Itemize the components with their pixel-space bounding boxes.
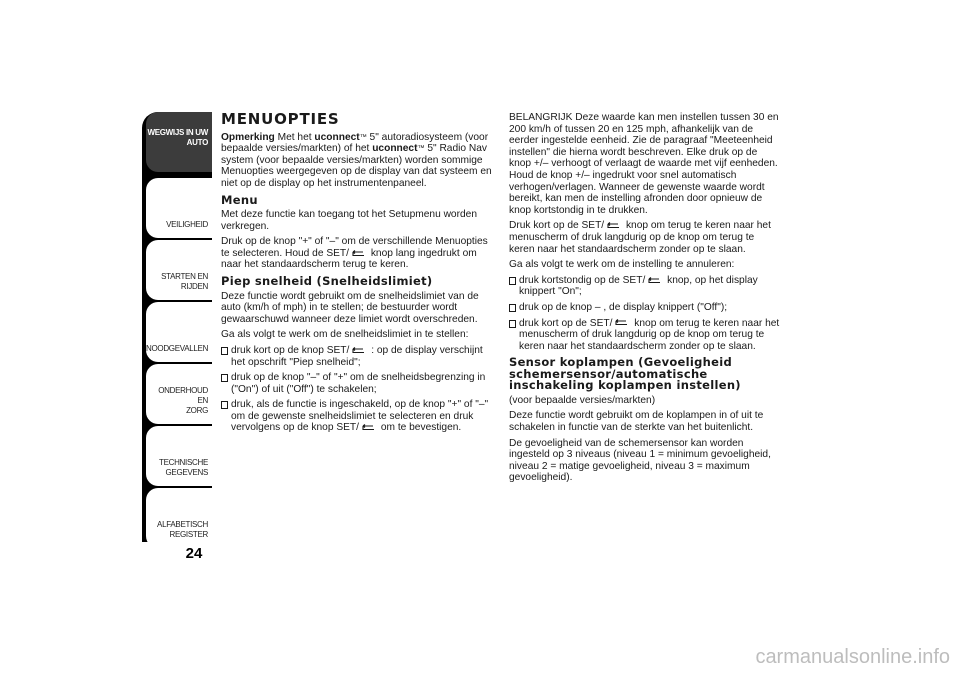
return-arrow-icon <box>361 424 376 431</box>
sidebar-tab-4[interactable] <box>146 364 212 424</box>
sidebar-tab-5[interactable] <box>146 426 212 486</box>
list-item <box>221 399 493 434</box>
opmerking-label: Opmerking <box>221 131 275 143</box>
sensor-paragraph-1: Deze functie wordt gebruikt om de koplampen in of uit te schakelen in functie van de sterkte van het buitenlicht. <box>509 410 764 433</box>
sidebar-tab-1[interactable] <box>146 178 212 238</box>
menu-paragraph-1: Met deze functie kan toegang tot het Setupmenu worden verkregen. <box>221 209 477 232</box>
return-arrow-icon <box>606 222 621 229</box>
menu-p2-text-b: knop lang ingedrukt om naar het standaardscherm terug te keren. <box>221 247 477 271</box>
sidebar-tab-3[interactable] <box>146 302 212 362</box>
sidebar-tab-label: TECHNISCHE GEGEVENS <box>158 458 208 477</box>
page-number: 24 <box>185 545 203 562</box>
checkbox-bullet-icon <box>221 374 228 382</box>
watermark: carmanualsonline.info <box>755 646 950 668</box>
menu-heading: Menu <box>221 192 258 207</box>
sidebar-tab-label: ALFABETISCH REGISTER <box>157 520 208 539</box>
right-paragraph-3: Ga als volgt te werk om de instelling te annuleren: <box>509 259 735 271</box>
sidebar-tab-label: STARTEN EN RIJDEN <box>161 272 208 291</box>
return-arrow-icon <box>351 250 366 257</box>
intro-text-2: 5" autoradiosysteem (voor bepaalde versies/markten) of het <box>221 131 489 155</box>
belangrijk-paragraph: BELANGRIJK Deze waarde kan men instellen tussen 30 en 200 km/h of tussen 20 en 125 mph, afhankelijk van de eerder ingestelde eenheid. Zie de paragraaf "Meeteenheid instellen" die hierna wordt beschreven. Elke druk op de knop +/– verhoogt of verlaagt de waarde met vijf eenheden. Houd de knop +/– ingedrukt voor snel automatisch verhogen/verlagen. Wanneer de gewenste waarde wordt bereikt, kan men de instelling afronden door opnieuw de knop kortstondig in te drukken. <box>509 112 779 216</box>
list-item-text-b: knop, op het display knippert "On"; <box>519 274 758 298</box>
list-item-text-a: druk op de knop – , de display knippert ("Off"); <box>519 301 728 313</box>
brand-name-2: uconnect <box>372 143 418 155</box>
list-item-text-a: druk, als de functie is ingeschakeld, op de knop "+" of "–" om de gewenste snelheidslimiet te selecteren en druk vervolgens op de knop SET/ <box>231 399 489 434</box>
list-item-text-a: druk op de knop "–" of "+" om de snelheidsbegrenzing in ("On") of uit ("Off") te schakelen; <box>231 372 486 395</box>
piep-paragraph-1: Deze functie wordt gebruikt om de snelheidslimiet van de auto (km/h of mph) in te stellen; de bestuurder wordt gewaarschuwd wanneer deze limiet wordt overschreden. <box>221 290 479 325</box>
right-p2-text-b: knop om terug te keren naar het menuscherm of druk langdurig op de knop om terug te keren naar het standaardscherm zonder op te slaan. <box>509 220 771 255</box>
list-item-text-b: knop om terug te keren naar het menuscherm of druk langdurig op de knop om terug te keren naar het standaardscherm zonder op te slaan. <box>519 317 780 352</box>
brand-name: uconnect <box>314 131 360 143</box>
sensor-subtitle: (voor bepaalde versies/markten) <box>509 394 656 406</box>
return-arrow-icon <box>647 277 662 284</box>
trademark-symbol: ™ <box>359 133 367 141</box>
intro-text-1: Met het <box>274 131 315 143</box>
sidebar-tab-label: VEILIGHEID <box>166 220 208 229</box>
checkbox-bullet-icon <box>509 277 516 285</box>
sidebar-tab-label: NOODGEVALLEN <box>146 344 209 353</box>
sensor-heading: Sensor koplampen (Gevoeligheid schemersensor/automatische inschakeling koplampen instellen) <box>509 355 741 393</box>
sidebar-tab-6[interactable] <box>146 488 212 542</box>
left-column <box>221 112 493 438</box>
list-item-text-a: druk kortstondig op de SET/ <box>519 274 646 286</box>
sidebar-tab-0[interactable] <box>146 112 212 172</box>
sidebar-tab-2[interactable] <box>146 240 212 300</box>
right-p2-text-a: Druk kort op de SET/ <box>509 220 605 232</box>
list-item <box>509 275 781 298</box>
checkbox-bullet-icon <box>221 347 228 355</box>
return-arrow-icon <box>614 319 629 326</box>
checkbox-bullet-icon <box>221 401 228 409</box>
trademark-symbol-2: ™ <box>417 145 425 153</box>
sidebar-tab-label: WEGWIJS IN UW AUTO <box>147 128 208 147</box>
list-item <box>221 372 493 395</box>
cancel-steps-list <box>509 275 781 353</box>
piep-paragraph-2: Ga als volgt te werk om de snelheidslimiet in te stellen: <box>221 329 469 341</box>
sensor-paragraph-2: De gevoeligheid van de schemersensor kan worden ingesteld op 3 niveaus (niveau 1 = minimum gevoeligheid, niveau 2 = matige gevoeligheid, niveau 3 = maximum gevoeligheid). <box>509 437 771 484</box>
list-item <box>509 318 781 353</box>
return-arrow-icon <box>351 347 366 354</box>
page-title: MENUOPTIES <box>221 110 340 128</box>
menu-p2-text-a: Druk op de knop "+" of "–" om de verschillende Menuopties te selecteren. Houd de SET/ <box>221 236 488 259</box>
list-item-text-a: druk kort op de SET/ <box>519 317 613 329</box>
list-item-text-a: druk kort op de knop SET/ <box>231 344 350 356</box>
checkbox-bullet-icon <box>509 320 516 328</box>
piep-steps-list <box>221 345 493 434</box>
right-column <box>509 112 781 488</box>
list-item-text-b: : op de display verschijnt het opschrift "Piep snelheid"; <box>231 344 483 368</box>
checkbox-bullet-icon <box>509 304 516 312</box>
intro-paragraph <box>221 132 493 190</box>
piep-heading: Piep snelheid (Snelheidslimiet) <box>221 274 433 289</box>
sidebar-tab-label: ONDERHOUD EN ZORG <box>158 386 208 415</box>
list-item <box>509 302 781 314</box>
menu-paragraph-2 <box>221 236 493 271</box>
list-item <box>221 345 493 368</box>
chapter-sidebar <box>142 112 212 542</box>
intro-text-3: 5" Radio Nav system (voor bepaalde versies/markten) worden sommige Menuopties weergegeven op de display van dat systeem en niet op de display op het instrumentenpaneel. <box>221 143 492 189</box>
list-item-text-b: om te bevestigen. <box>378 422 462 434</box>
right-paragraph-2 <box>509 220 781 255</box>
